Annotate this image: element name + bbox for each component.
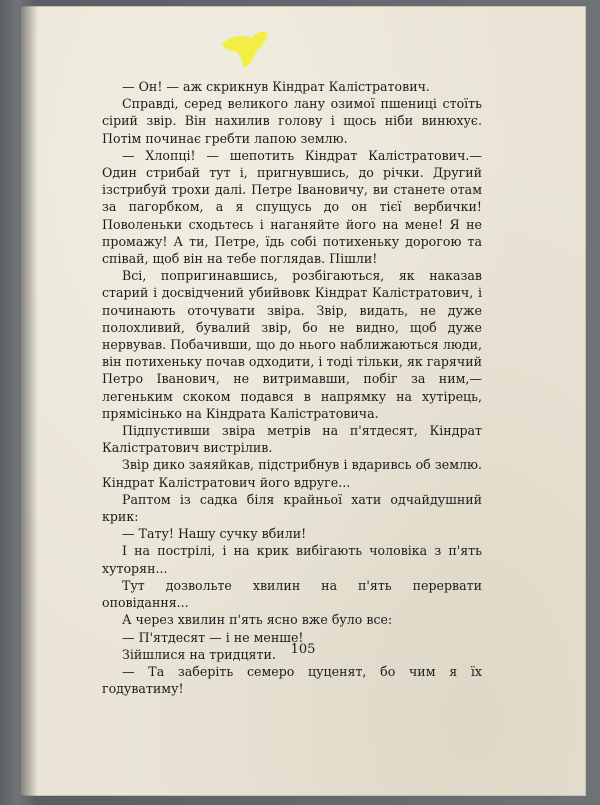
highlighter-mark bbox=[216, 28, 270, 70]
paragraph: — Тату! Нашу сучку вбили! bbox=[122, 526, 307, 542]
paragraph: — П'ятдесят — і не менше! bbox=[122, 629, 304, 645]
paragraph: Звір дико заяяйкав, підстрибнув і вдаривсь об землю. Кіндрат Калістратович його вдруге... bbox=[102, 457, 482, 490]
paragraph: Підпустивши звіра метрів на п'ятдесят, Кіндрат Калістратович вистрілив. bbox=[102, 423, 482, 456]
paragraph: — Хлопці! — шепотить Кіндрат Калістратович.— Один стрибай тут і, пригнувшись, до річки. Другий ізстрибуй трохи далі. Петре Івановичу, ви станете отам за пагорбком, а я спущусь до он тієї вербички! Поволеньки сходьтесь і наганяйте його на мене! Я не промажу! А ти, Петре, їдь собі потихеньку дорогою та співай, щоб він на тебе поглядав. Пішли! bbox=[102, 147, 482, 267]
paragraph: Зійшлися на тридцяти. bbox=[122, 646, 276, 662]
paragraph: А через хвилин п'ять ясно вже було все: bbox=[122, 612, 393, 628]
paragraph: І на пострілі, і на крик вибігають чоловіка з п'ять хуторян... bbox=[102, 543, 482, 576]
page-number: 105 bbox=[290, 642, 316, 657]
paragraph: Всі, попригинавшись, розбігаються, як наказав старий і досвідчений убийвовк Кіндрат Калістратович, і починають оточувати звіра. Звір, видать, не дуже полохливий, бувалий звір, бо не видно, щоб дуже нервував. Побачивши, що до нього наближаються люди, він потихеньку почав одходити, і тоді тільки, як гарячий Петро Іванович, не витримавши, побіг за ним,— легеньким скоком подався в напрямку на хутірець, прямісінько на Кіндрата Калістратовича. bbox=[102, 268, 482, 421]
paragraph: — Он! — аж скрикнув Кіндрат Калістратович. bbox=[122, 79, 430, 94]
story-text bbox=[102, 78, 482, 697]
paragraph: — Та заберіть семеро цуценят, бо чим я їх годуватиму! bbox=[102, 663, 482, 697]
book-page bbox=[20, 6, 586, 796]
paragraph: Раптом із садка біля крайньої хати одчайдушний крик: bbox=[102, 491, 482, 525]
paragraph: Справді, серед великого лану озимої пшениці стоїть сірий звір. Він нахилив голову і щось ніби винюхує. Потім починає гребти лапою землю. bbox=[102, 96, 482, 146]
paragraph: Тут дозвольте хвилин на п'ять перервати оповідання... bbox=[102, 577, 482, 611]
